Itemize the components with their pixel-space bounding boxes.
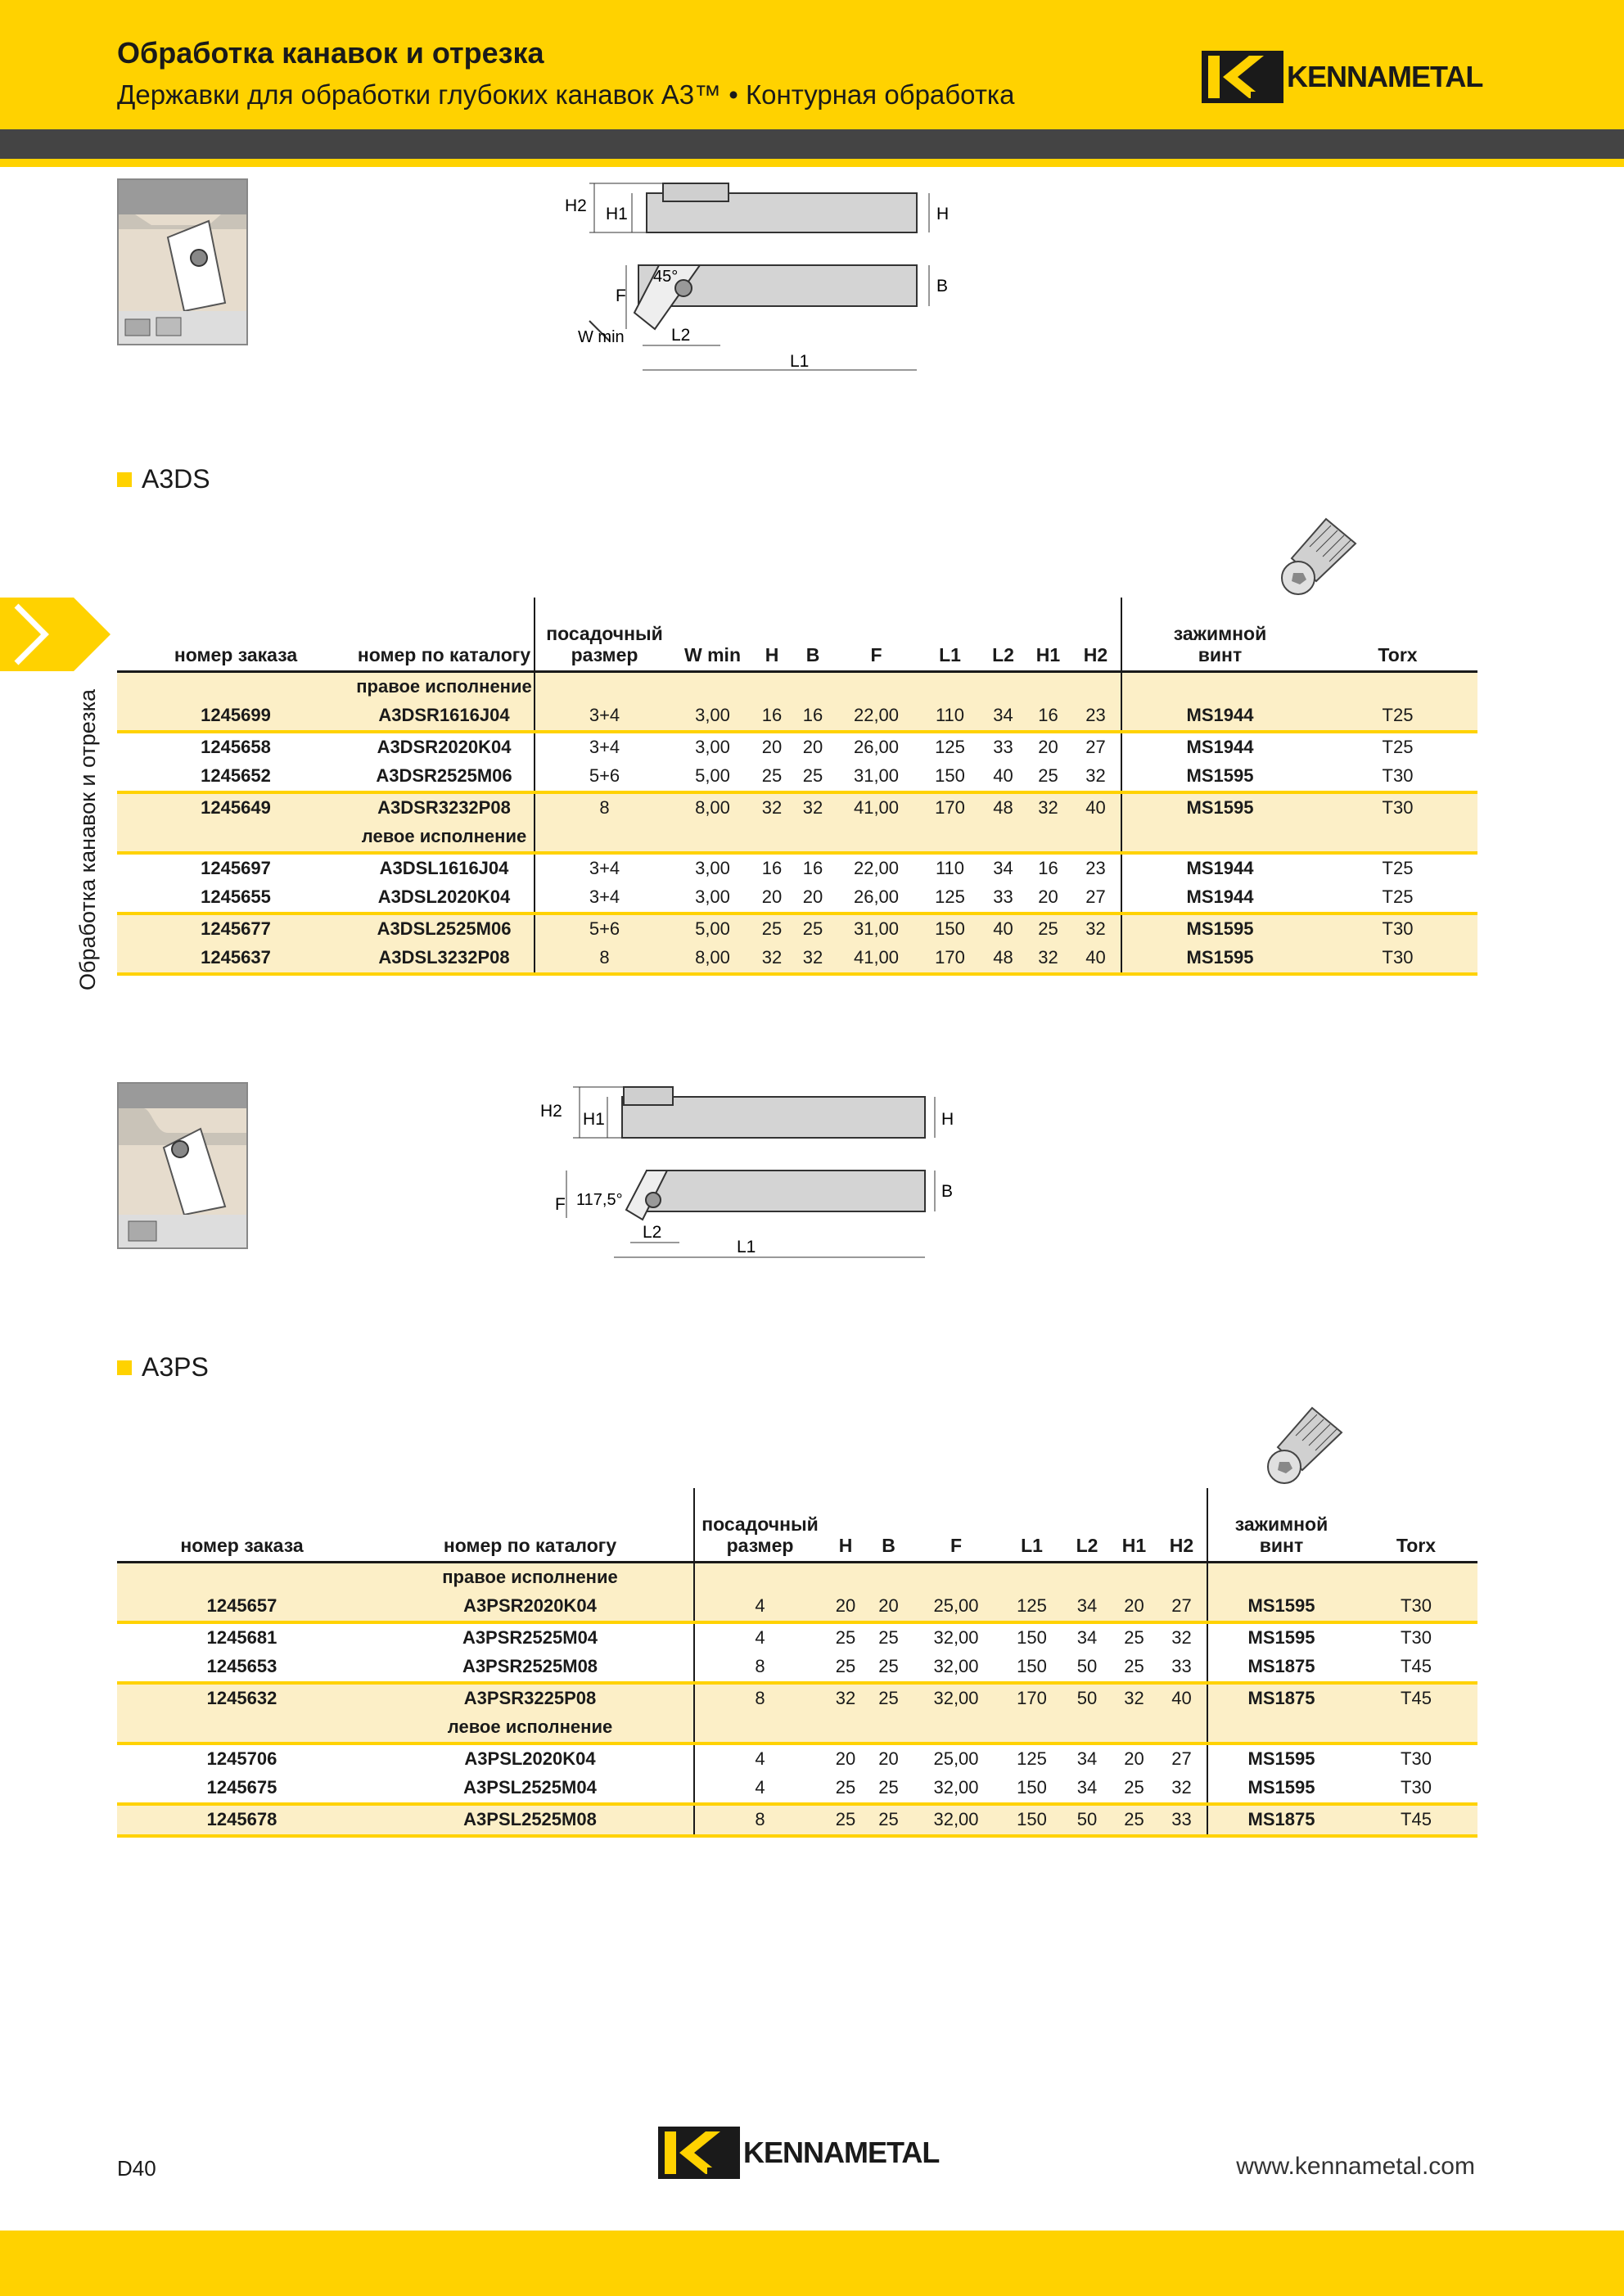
col-h: H	[751, 598, 792, 671]
page-subtitle: Державки для обработки глубоких канавок A3™ • Контурная обработка	[117, 79, 1015, 110]
footer-brand-name: KENNAMETAL	[743, 2136, 940, 2169]
table-row: 1245653 A3PSR2525M08 8 25 25 32,00 150 50 25 33 MS1875 T45	[117, 1653, 1477, 1683]
dim-h2-label: H2	[565, 196, 587, 215]
col-torx: Torx	[1355, 1488, 1477, 1562]
a3ps-dimension-drawing	[532, 1079, 990, 1267]
dim-l2-label: L2	[643, 1223, 662, 1242]
section-marker-icon	[117, 472, 132, 487]
kennametal-logo	[1202, 51, 1482, 103]
col-f: F	[911, 1488, 1001, 1562]
dim-wmin-label: W min	[578, 328, 625, 346]
col-seat: посадочный размер	[694, 1488, 825, 1562]
footer-url-link[interactable]: www.kennametal.com	[1236, 2153, 1475, 2180]
dim-b-label: B	[941, 1182, 954, 1201]
dim-l1-label: L1	[737, 1238, 756, 1256]
kennametal-k-icon	[658, 2127, 740, 2179]
section-marker-icon	[117, 1360, 132, 1375]
table-row: 1245655 A3DSL2020K04 3+4 3,00 20 20 26,00 125 33 20 27 MS1944 T25	[117, 883, 1477, 913]
col-h1: H1	[1026, 598, 1071, 671]
dim-f-label: F	[555, 1195, 566, 1214]
col-h1: H1	[1112, 1488, 1157, 1562]
col-order: номер заказа	[117, 598, 354, 671]
header-accent-line	[0, 159, 1624, 167]
dim-l1-label: L1	[790, 352, 810, 371]
side-section-label: Обработка канавок и отрезка	[75, 688, 100, 990]
header-dark-bar	[0, 129, 1624, 159]
dim-b-label: B	[936, 277, 949, 295]
dim-h1-label: H1	[606, 205, 628, 223]
a3ds-group-label-right: правое исполнение	[117, 671, 1477, 701]
page-title: Обработка канавок и отрезка	[117, 36, 544, 70]
a3ps-header-row	[117, 1488, 1477, 1562]
dim-angle-label: 117,5°	[576, 1191, 623, 1209]
table-row: 1245657 A3PSR2020K04 4 20 20 25,00 125 34 20 27 MS1595 T30	[117, 1592, 1477, 1622]
dim-angle-label: 45°	[653, 268, 679, 286]
grooving-application-icon	[119, 180, 246, 344]
col-l2: L2	[981, 598, 1026, 671]
table-row: 1245706 A3PSL2020K04 4 20 20 25,00 125 34 20 27 MS1595 T30	[117, 1743, 1477, 1774]
table-row: 1245658 A3DSR2020K04 3+4 3,00 20 20 26,00 125 33 20 27 MS1944 T25	[117, 732, 1477, 762]
a3ds-section-title: A3DS	[142, 464, 210, 494]
dim-h-label: H	[941, 1110, 954, 1129]
table-row: 1245652 A3DSR2525M06 5+6 5,00 25 25 31,00 150 40 25 32 MS1595 T30	[117, 762, 1477, 792]
clamp-screw-icon	[1277, 517, 1359, 599]
a3ds-group-label-left: левое исполнение	[117, 823, 1477, 853]
footer-kennametal-logo	[658, 2127, 939, 2179]
a3ds-section-heading	[117, 464, 210, 494]
col-screw: зажимной винт	[1207, 1488, 1355, 1562]
kennametal-k-icon	[1202, 51, 1283, 103]
table-row: 1245675 A3PSL2525M04 4 25 25 32,00 150 34 25 32 MS1595 T30	[117, 1774, 1477, 1804]
col-h: H	[825, 1488, 866, 1562]
col-h2: H2	[1071, 598, 1121, 671]
col-b: B	[792, 598, 833, 671]
table-row: 1245632 A3PSR3225P08 8 32 25 32,00 170 50 32 40 MS1875 T45	[117, 1683, 1477, 1713]
table-row: 1245681 A3PSR2525M04 4 25 25 32,00 150 34 25 32 MS1595 T30	[117, 1622, 1477, 1653]
clamp-screw-icon	[1263, 1406, 1345, 1488]
col-wmin: W min	[674, 598, 751, 671]
col-l1: L1	[1001, 1488, 1062, 1562]
table-row: 1245677 A3DSL2525M06 5+6 5,00 25 25 31,00 150 40 25 32 MS1595 T30	[117, 913, 1477, 944]
table-row: 1245649 A3DSR3232P08 8 8,00 32 32 41,00 170 48 32 40 MS1595 T30	[117, 792, 1477, 823]
dim-h-label: H	[936, 205, 950, 223]
dim-h1-label: H1	[583, 1110, 605, 1129]
dim-f-label: F	[616, 286, 626, 305]
col-f: F	[833, 598, 919, 671]
a3ps-section-heading	[117, 1352, 209, 1383]
col-b: B	[866, 1488, 911, 1562]
a3ds-application-thumbnail	[117, 178, 248, 345]
a3ps-section-title: A3PS	[142, 1352, 209, 1382]
col-catalog: номер по каталогу	[354, 598, 535, 671]
brand-name: KENNAMETAL	[1287, 60, 1483, 93]
col-catalog: номер по каталогу	[367, 1488, 694, 1562]
col-order: номер заказа	[117, 1488, 367, 1562]
a3ps-table	[117, 1488, 1477, 1838]
a3ps-group-label-right: правое исполнение	[117, 1562, 1477, 1592]
col-seat: посадочный размер	[535, 598, 674, 671]
profiling-application-icon	[119, 1084, 246, 1247]
col-l1: L1	[919, 598, 981, 671]
a3ds-header-row	[117, 598, 1477, 671]
footer-band	[0, 2231, 1624, 2296]
side-tab-chevron-icon	[0, 598, 111, 671]
col-l2: L2	[1062, 1488, 1112, 1562]
table-row: 1245637 A3DSL3232P08 8 8,00 32 32 41,00 170 48 32 40 MS1595 T30	[117, 944, 1477, 974]
page-code: D40	[117, 2156, 156, 2181]
dim-l2-label: L2	[671, 326, 691, 345]
col-h2: H2	[1157, 1488, 1207, 1562]
a3ps-application-thumbnail	[117, 1082, 248, 1249]
col-screw: зажимной винт	[1121, 598, 1318, 671]
table-row: 1245699 A3DSR1616J04 3+4 3,00 16 16 22,00 110 34 16 23 MS1944 T25	[117, 701, 1477, 732]
a3ds-dimension-drawing	[540, 174, 999, 378]
col-torx: Torx	[1318, 598, 1477, 671]
a3ps-group-label-left: левое исполнение	[117, 1713, 1477, 1743]
dim-h2-label: H2	[540, 1102, 562, 1121]
table-row: 1245697 A3DSL1616J04 3+4 3,00 16 16 22,00 110 34 16 23 MS1944 T25	[117, 853, 1477, 883]
table-row: 1245678 A3PSL2525M08 8 25 25 32,00 150 50 25 33 MS1875 T45	[117, 1804, 1477, 1836]
a3ds-table	[117, 598, 1477, 976]
